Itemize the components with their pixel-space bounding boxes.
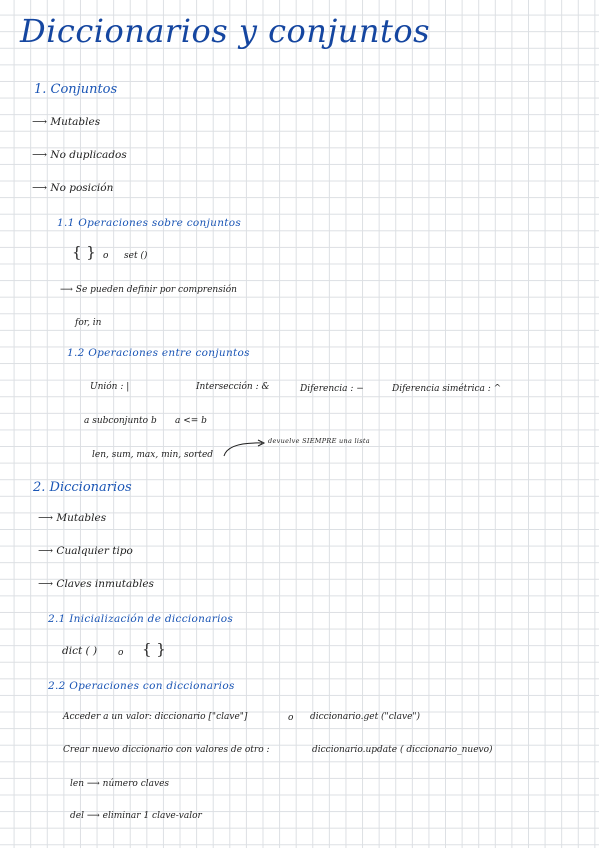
prop-text: No posición <box>50 182 114 194</box>
subconjunto-op-text: a <= b <box>175 416 207 426</box>
section-heading-diccionarios: 2. Diccionarios <box>33 480 132 495</box>
arrow-icon: ⟶ <box>60 285 73 295</box>
dif-simetrica-text: Diferencia simétrica : ^ <box>392 384 502 394</box>
section-heading-conjuntos: 1. Conjuntos <box>34 82 118 97</box>
subsection-heading-2-2: 2.2 Operaciones con diccionarios <box>48 680 235 692</box>
subconjunto-text: a subconjunto b <box>84 416 157 426</box>
arrow-icon: ⟶ <box>38 545 54 557</box>
list-item <box>70 811 202 821</box>
braces-symbol: { } <box>142 640 166 658</box>
prop-text: No duplicados <box>50 149 127 161</box>
acceder-text: Acceder a un valor: diccionario ["clave"] <box>63 712 248 722</box>
braces-symbol: { } <box>72 243 96 261</box>
prop-text: Claves inmutables <box>56 578 154 590</box>
set-call-text: set () <box>124 251 148 261</box>
for-in-text: for, in <box>75 318 102 328</box>
arrow-icon: ⟶ <box>32 149 48 161</box>
list-item <box>32 116 100 128</box>
page-title: Diccionarios y conjuntos <box>20 12 431 50</box>
arrow-icon: ⟶ <box>38 578 54 590</box>
subsection-heading-2-1: 2.1 Inicialización de diccionarios <box>48 613 234 625</box>
arrow-icon: ⟶ <box>32 182 48 194</box>
arrow-icon: ⟶ <box>38 512 54 524</box>
prop-text: Mutables <box>50 116 101 128</box>
comprension-text: Se pueden definir por comprensión <box>75 285 237 295</box>
arrow-icon: ⟶ <box>86 811 100 821</box>
or-text: o <box>288 713 294 723</box>
prop-text: Cualquier tipo <box>56 545 133 557</box>
arrow-icon: ⟶ <box>32 116 48 128</box>
funciones-text: len, sum, max, min, sorted <box>92 450 214 460</box>
or-text: o <box>118 648 124 658</box>
del-text: del <box>70 811 84 821</box>
list-item <box>38 545 133 557</box>
or-text: o <box>103 251 109 261</box>
list-item <box>70 779 169 789</box>
del-desc-text: eliminar 1 clave-valor <box>102 811 202 821</box>
curved-arrow-icon <box>222 438 272 458</box>
crear-text: Crear nuevo diccionario con valores de otro : <box>63 745 270 755</box>
union-text: Unión : | <box>90 382 130 392</box>
get-text: diccionario.get ("clave") <box>310 712 421 722</box>
len-text: len <box>70 779 85 789</box>
prop-text: Mutables <box>56 512 107 524</box>
nota-text: devuelve SIEMPRE una lista <box>268 437 370 445</box>
list-item <box>38 578 154 590</box>
diferencia-text: Diferencia : − <box>300 384 364 394</box>
len-desc-text: número claves <box>102 779 170 789</box>
list-item <box>38 512 106 524</box>
dict-call-text: dict ( ) <box>62 645 98 657</box>
arrow-icon: ⟶ <box>86 779 100 789</box>
interseccion-text: Intersección : & <box>196 382 270 392</box>
update-text: diccionario.update ( diccionario_nuevo) <box>312 745 493 755</box>
list-item <box>32 149 127 161</box>
list-item <box>32 182 113 194</box>
subsection-heading-1-1: 1.1 Operaciones sobre conjuntos <box>57 217 242 229</box>
subsection-heading-1-2: 1.2 Operaciones entre conjuntos <box>67 347 250 359</box>
list-item <box>60 285 237 295</box>
